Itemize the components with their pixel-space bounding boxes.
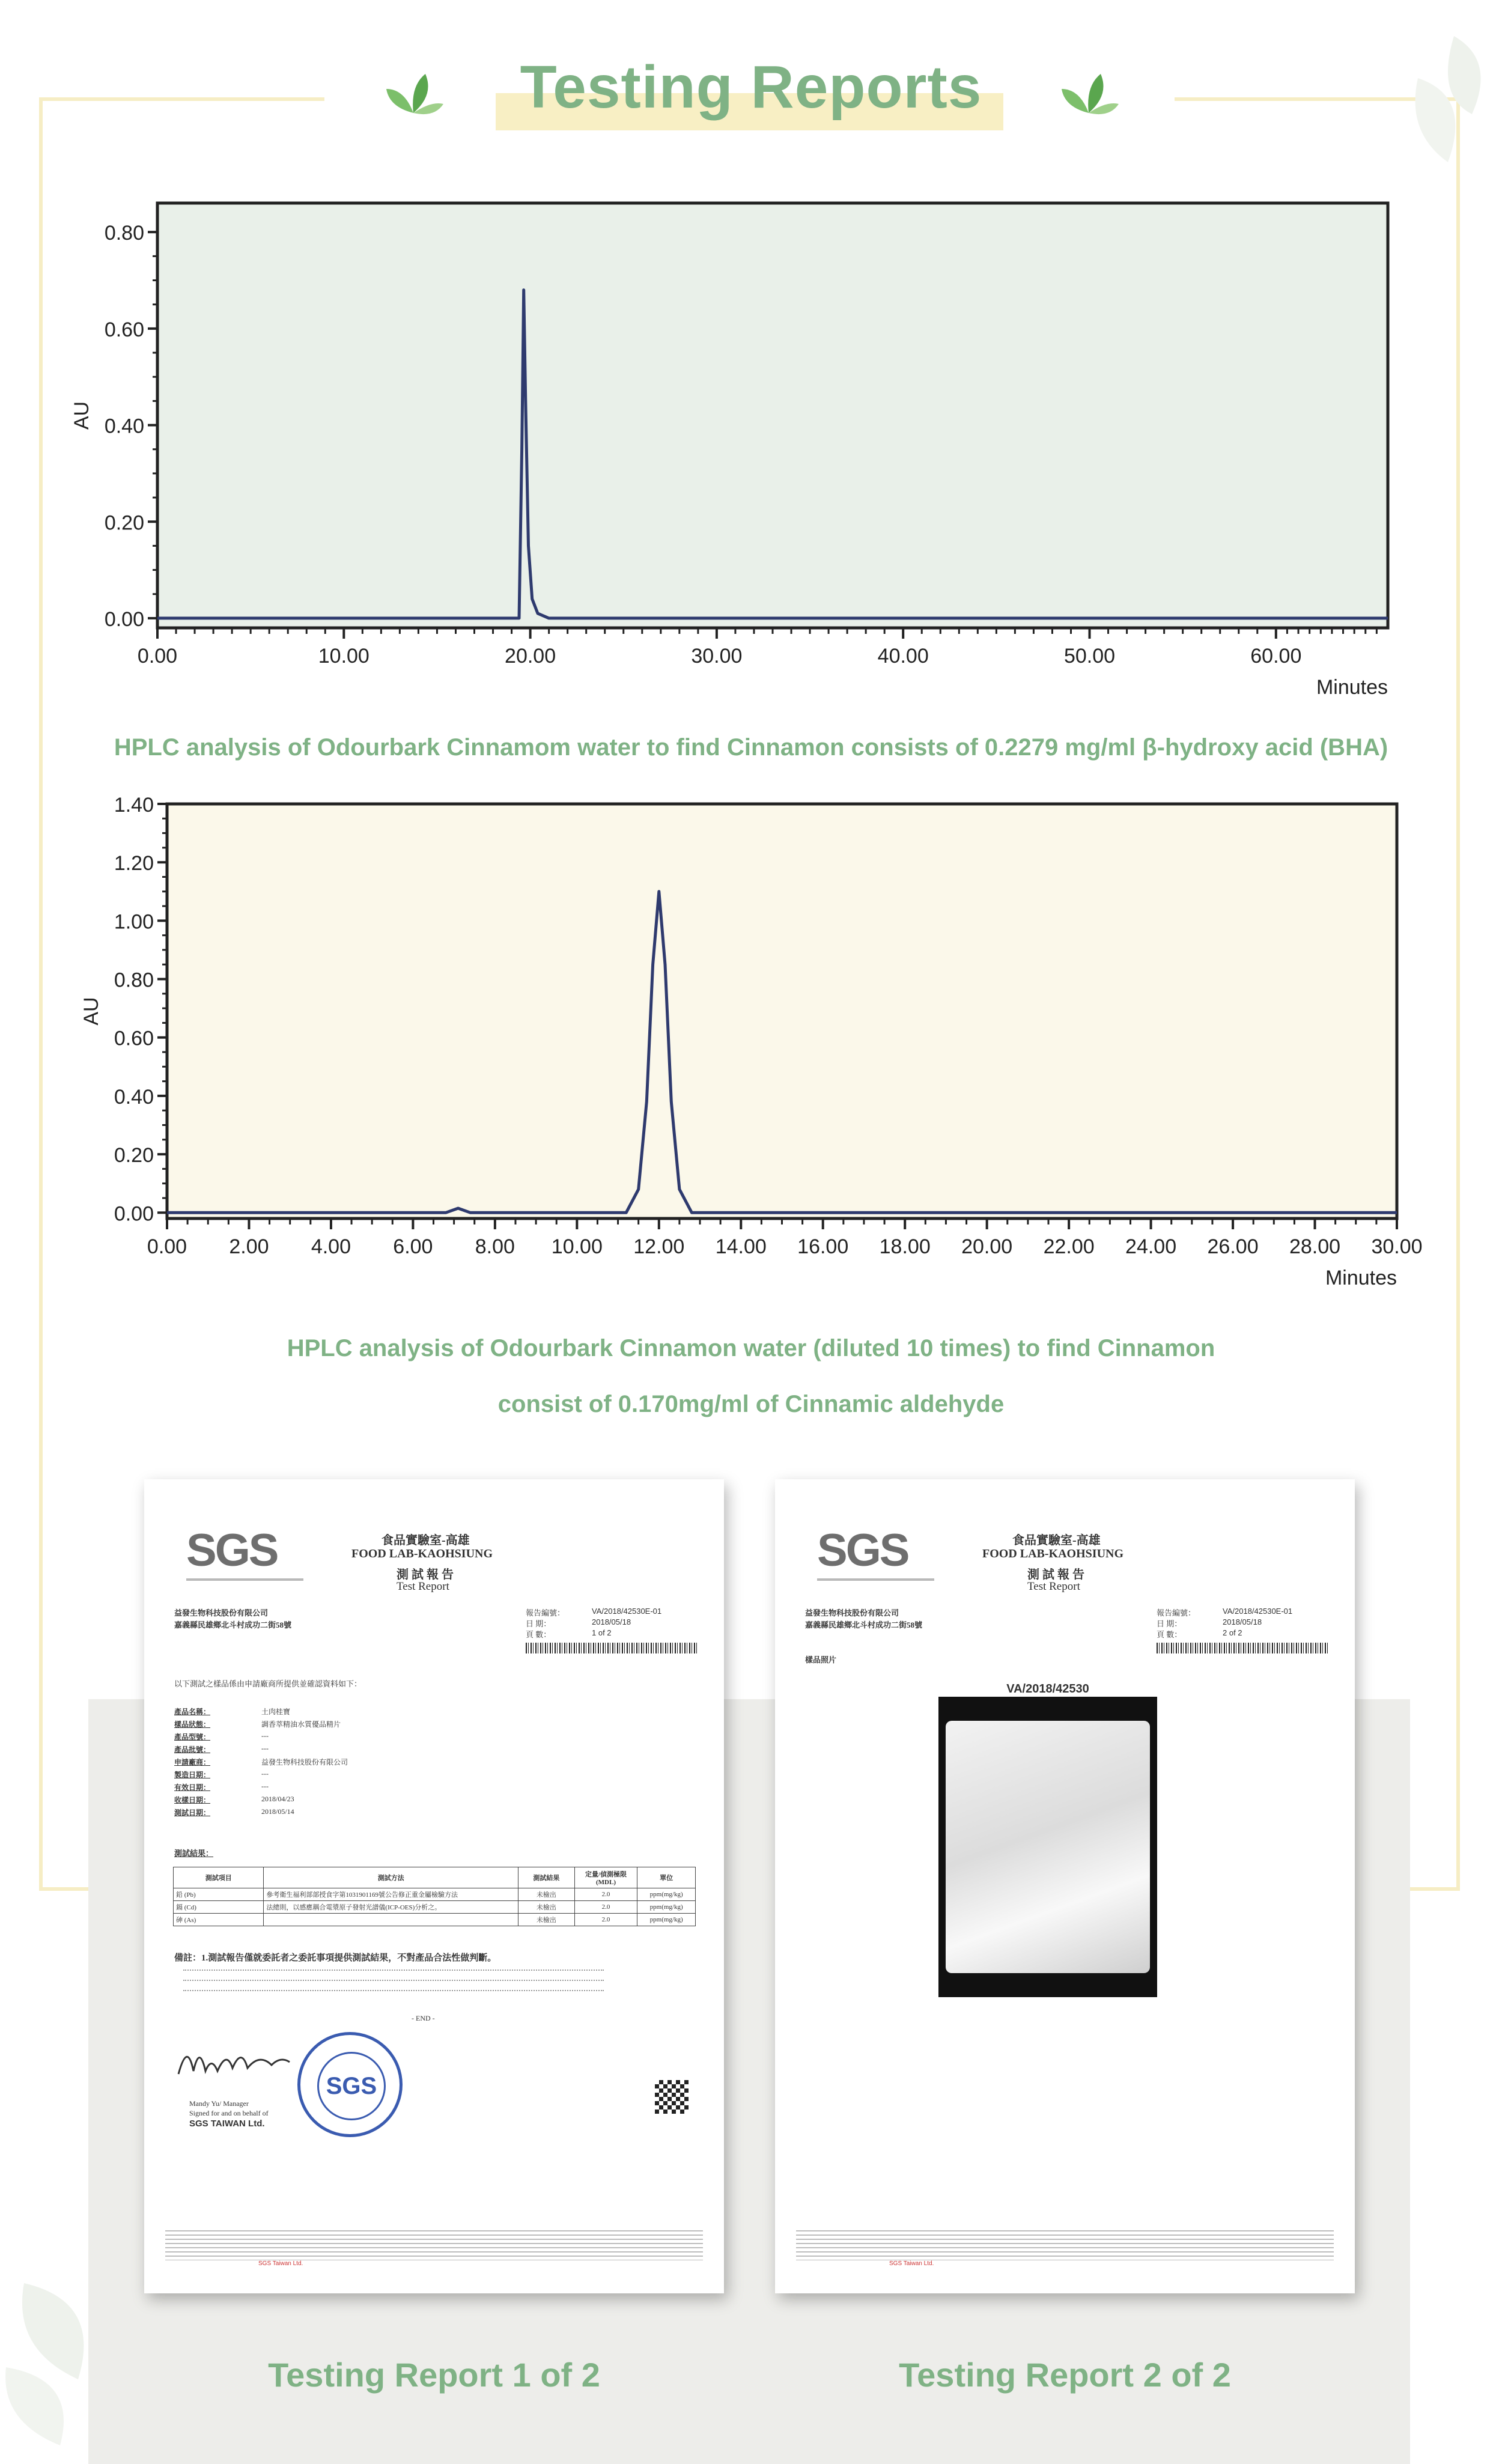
x-tick-label: 24.00 [1125, 1235, 1177, 1258]
table-cell: 2.0 [574, 1888, 637, 1901]
page-number: 2 of 2 [1223, 1628, 1242, 1637]
field-value: 調香萃精油水質優品精片 [261, 1720, 341, 1729]
date-label: 日 期： [526, 1619, 552, 1628]
report-no-label: 報告編號： [1157, 1608, 1196, 1617]
x-tick-label: 12.00 [633, 1235, 685, 1258]
photo-caption: VA/2018/42530 [1006, 1682, 1089, 1696]
y-tick-label: 0.80 [114, 969, 154, 992]
table-cell: ppm(mg/kg) [637, 1914, 696, 1926]
field-value: --- [261, 1732, 269, 1740]
test-report-page-1[interactable] [144, 1479, 724, 2293]
table-header-row [174, 1867, 696, 1888]
y-tick-label: 0.20 [114, 1144, 154, 1167]
report-label-1: Testing Report 1 of 2 [268, 2356, 600, 2394]
field-key: 有效日期： [174, 1783, 211, 1792]
leaf-right-icon [1053, 71, 1125, 119]
field-value: --- [261, 1744, 269, 1753]
signer-name: Mandy Yu/ Manager [189, 2099, 249, 2108]
lab-name-en: FOOD LAB-KAOHSIUNG [982, 1547, 1124, 1560]
hplc-chart-bha [0, 180, 1502, 721]
field-key: 產品批號： [174, 1745, 211, 1754]
table-row [174, 1901, 696, 1914]
date-label: 日 期： [1157, 1619, 1182, 1628]
x-tick-label: 30.00 [1371, 1235, 1423, 1258]
table-row [174, 1888, 696, 1901]
field-key: 製造日期： [174, 1771, 211, 1779]
report-date: 2018/05/18 [592, 1617, 631, 1626]
x-tick-label: 50.00 [1063, 645, 1116, 668]
corner-leaves-icon [1382, 24, 1502, 180]
field-value: --- [261, 1769, 269, 1778]
table-cell: 未檢出 [518, 1901, 574, 1914]
x-tick-label: 16.00 [797, 1235, 849, 1258]
x-tick-label: 20.00 [505, 645, 556, 668]
stamp-center: SGS [317, 2052, 386, 2120]
company-address: 嘉義縣民雄鄉北斗村成功二街58號 [805, 1620, 923, 1629]
lab-name-en: FOOD LAB-KAOHSIUNG [351, 1547, 493, 1560]
table-cell: 鉛 (Pb) [174, 1888, 264, 1901]
lab-name-cn: 食品實驗室-高雄 [1012, 1534, 1101, 1547]
lab-name-cn: 食品實驗室-高雄 [382, 1534, 470, 1547]
y-axis-label: AU [80, 997, 103, 1026]
photo-title: 樣品照片 [805, 1655, 837, 1664]
company-name: 益發生物科技股份有限公司 [174, 1608, 269, 1617]
field-value: --- [261, 1782, 269, 1790]
x-axis-label: Minutes [1325, 1267, 1397, 1289]
report-date: 2018/05/18 [1223, 1617, 1262, 1626]
table-cell [264, 1914, 518, 1926]
sample-bag-image [946, 1721, 1150, 1973]
page-label: 頁 數： [526, 1630, 552, 1639]
chart-caption-line1: HPLC analysis of Odourbark Cinnamon water (diluted 10 times) to find Cinnamon [287, 1335, 1215, 1361]
field-value: 2018/04/23 [261, 1795, 294, 1803]
x-axis-label: Minutes [1316, 676, 1388, 699]
table-cell: 未檢出 [518, 1888, 574, 1901]
field-key: 產品名稱： [174, 1708, 211, 1716]
report-note: 備註：1.測試報告僅就委託者之委託事項提供測試結果，不對產品合法性做判斷。 [174, 1953, 497, 1963]
x-tick-label: 10.00 [318, 645, 369, 668]
doc-title-cn: 測 試 報 告 [1027, 1568, 1084, 1581]
y-tick-label: 0.00 [104, 607, 144, 631]
sgs-logo: SGS [817, 1525, 908, 1576]
fine-print [165, 2230, 703, 2260]
field-key: 樣品狀態： [174, 1720, 211, 1729]
table-row [174, 1914, 696, 1926]
x-tick-label: 60.00 [1250, 645, 1302, 668]
y-tick-label: 0.40 [114, 1085, 154, 1109]
company-address: 嘉義縣民雄鄉北斗村成功二街58號 [174, 1620, 292, 1629]
table-cell: 2.0 [574, 1914, 637, 1926]
table-cell: 未檢出 [518, 1914, 574, 1926]
org-name: SGS TAIWAN Ltd. [189, 2119, 265, 2129]
table-cell: 法總則，以感應耦合電漿原子發射光譜儀(ICP-OES)分析之。 [264, 1901, 518, 1914]
y-axis-label: AU [70, 401, 93, 430]
doc-title-en: Test Report [1027, 1580, 1080, 1593]
y-tick-label: 1.20 [114, 852, 154, 875]
test-report-page-2[interactable] [775, 1479, 1355, 2293]
table-header-cell: 測試結果 [518, 1867, 574, 1888]
table-header-cell: 測試方法 [264, 1867, 518, 1888]
field-key: 申請廠商： [174, 1758, 211, 1766]
fine-print [796, 2230, 1334, 2260]
table-cell: 砷 (As) [174, 1914, 264, 1926]
barcode [526, 1643, 697, 1653]
table-cell: ppm(mg/kg) [637, 1901, 696, 1914]
page-title: Testing Reports [520, 53, 982, 121]
doc-title-cn: 測 試 報 告 [397, 1568, 454, 1581]
table-cell: 2.0 [574, 1901, 637, 1914]
logo-underline [186, 1578, 303, 1581]
table-header-cell: 測試項目 [174, 1867, 264, 1888]
field-value: 2018/05/14 [261, 1807, 294, 1816]
y-tick-label: 0.40 [104, 415, 144, 438]
table-cell: ppm(mg/kg) [637, 1888, 696, 1901]
barcode [1157, 1643, 1328, 1653]
y-tick-label: 1.00 [114, 910, 154, 934]
logo-underline [817, 1578, 934, 1581]
frame-top-left [39, 97, 324, 101]
field-value: 益發生物科技股份有限公司 [261, 1758, 348, 1766]
x-tick-label: 6.00 [393, 1235, 433, 1258]
x-tick-label: 14.00 [715, 1235, 767, 1258]
sgs-stamp [297, 2032, 403, 2137]
report-no: VA/2018/42530E-01 [1223, 1607, 1293, 1616]
chart-caption-line2: consist of 0.170mg/ml of Cinnamic aldehyde [497, 1391, 1005, 1417]
results-title: 測試結果： [174, 1849, 214, 1858]
corner-leaves-bottom-icon [0, 2259, 156, 2451]
leaf-left-icon [377, 71, 449, 119]
y-tick-label: 0.80 [104, 222, 144, 245]
page-label: 頁 數： [1157, 1630, 1182, 1639]
y-tick-label: 0.60 [114, 1027, 154, 1050]
footer-org: SGS Taiwan Ltd. [258, 2260, 303, 2267]
x-tick-label: 8.00 [475, 1235, 515, 1258]
table-header-cell: 定量/偵測極限(MDL) [574, 1867, 637, 1888]
field-key: 測試日期： [174, 1808, 211, 1817]
x-tick-label: 22.00 [1043, 1235, 1095, 1258]
table-cell: 鎘 (Cd) [174, 1901, 264, 1914]
hplc-chart-cinnamic-aldehyde [0, 781, 1502, 1322]
table-cell: 參考衛生福利部部授食字第1031901169號公告修正重金屬檢驗方法 [264, 1888, 518, 1901]
x-tick-label: 0.00 [137, 645, 178, 668]
signature-icon [175, 2038, 296, 2086]
sgs-logo: SGS [186, 1525, 278, 1576]
y-tick-label: 1.40 [114, 794, 154, 817]
company-name: 益發生物科技股份有限公司 [805, 1608, 899, 1617]
end-mark: - END - [412, 2014, 435, 2022]
report-no: VA/2018/42530E-01 [592, 1607, 662, 1616]
signed-for: Signed for and on behalf of [189, 2109, 269, 2117]
plot-area [167, 804, 1397, 1218]
chart-caption-bha: HPLC analysis of Odourbark Cinnamom water to find Cinnamon consists of 0.2279 mg/ml β-hydroxy acid (BHA) [114, 734, 1388, 761]
field-key: 產品型號： [174, 1733, 211, 1741]
x-tick-label: 4.00 [311, 1235, 351, 1258]
doc-title-en: Test Report [397, 1580, 449, 1593]
footer-org: SGS Taiwan Ltd. [889, 2260, 934, 2267]
x-tick-label: 2.00 [229, 1235, 269, 1258]
x-tick-label: 0.00 [147, 1235, 187, 1258]
field-value: 土肉桂寶 [261, 1708, 291, 1716]
field-key: 收樣日期： [174, 1796, 211, 1804]
results-table [173, 1867, 696, 1926]
x-tick-label: 28.00 [1289, 1235, 1341, 1258]
x-tick-label: 40.00 [877, 645, 929, 668]
report-no-label: 報告編號： [526, 1608, 565, 1617]
x-tick-label: 20.00 [961, 1235, 1013, 1258]
plot-area [157, 203, 1388, 628]
note-lines [183, 1966, 604, 2000]
x-tick-label: 18.00 [879, 1235, 931, 1258]
report-label-2: Testing Report 2 of 2 [899, 2356, 1231, 2394]
page-number: 1 of 2 [592, 1628, 612, 1637]
y-tick-label: 0.00 [114, 1202, 154, 1226]
y-tick-label: 0.20 [104, 511, 144, 535]
sample-photo [938, 1697, 1157, 1997]
x-tick-label: 30.00 [691, 645, 743, 668]
intro-text: 以下測試之樣品係由申請廠商所提供並確認資料如下： [174, 1679, 362, 1688]
qr-code [655, 2080, 689, 2114]
table-header-cell: 單位 [637, 1867, 696, 1888]
x-tick-label: 26.00 [1207, 1235, 1259, 1258]
y-tick-label: 0.60 [104, 318, 144, 341]
x-tick-label: 10.00 [551, 1235, 603, 1258]
